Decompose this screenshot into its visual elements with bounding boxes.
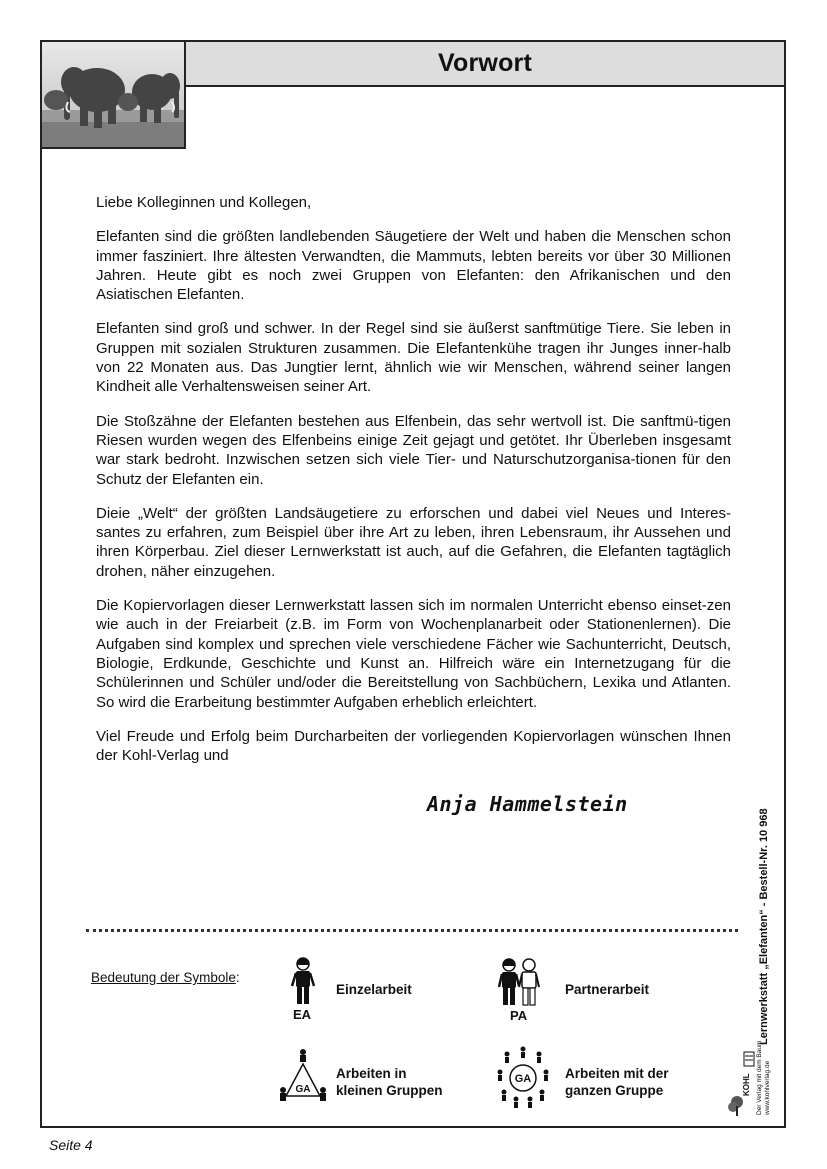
letter-paragraph: Elefanten sind groß und schwer. In der Regel sind sie äußerst sanftmütige Tiere. Sie leben in Gruppen mit sozialen Strukturen zusammen. Die Elefantenkühe tragen ihr Junges inner-halb von 22 Monaten aus. Das Jungtier lernt, ähnlich wie wir Menschen, während seiner langen Kindheit alle Verhaltensweisen seiner Art. [96, 320, 731, 396]
letter-paragraph: Dieie „Welt“ der größten Landsäugetiere zu erforschen und dabei viel Neues und Interes-santes zu erfahren, zum Beispiel über ihre Art zu leben, ihren Lebensraum, ihr Aussehen und ihren Körperbau. Ziel dieser Lernwerkstatt ist auch, auf die Gefahren, die Elefanten tagtäglich drohen, näher einzugehen. [96, 504, 731, 580]
legend-title: Bedeutung der Symbole: [91, 970, 240, 985]
letter-body [96, 193, 731, 780]
kohl-logo-text: KOHL [742, 1073, 751, 1096]
letter-greeting: Liebe Kolleginnen und Kollegen, [96, 194, 312, 211]
letter-paragraph: Die Stoßzähne der Elefanten bestehen aus Elfenbein, das sehr wertvoll ist. Die sanftmü-tigen Riesen wurden wegen des Elfenbeins einige Zeit gejagt und getötet. Ihr Überleben insgesamt war stark bedroht. Inzwischen setzen sich viele Tier- und Naturschutzorganisa-tionen für den Schutz der Elefanten ein. [96, 412, 731, 488]
kohl-logo [728, 1050, 756, 1123]
signature: Anja Hammelstein [427, 792, 628, 816]
small-group-code: GA [295, 1084, 311, 1095]
tree-logo-icon [728, 1050, 756, 1118]
product-order-number: Lernwerkstatt „Elefanten“ - Bestell-Nr. 10 968 [758, 808, 770, 1045]
elephant-photo [40, 40, 186, 149]
whole-group-label: Arbeiten mit der ganzen Gruppe [565, 1066, 669, 1098]
page-title: Vorwort [438, 49, 532, 77]
elephant-herd-photo-icon [42, 42, 186, 149]
single-person-icon [289, 955, 317, 1012]
title-bar [186, 40, 786, 87]
ea-code: EA [293, 1007, 312, 1022]
whole-group-code: GA [514, 1073, 532, 1085]
two-persons-icon [497, 956, 541, 1013]
einzelarbeit-label: Einzelarbeit [336, 982, 412, 997]
publisher-info: Der Verlag mit dem Baum www.kohlverlag.de [756, 1040, 771, 1115]
letter-paragraph: Elefanten sind die größten landlebenden Säugetiere der Welt und haben die Menschen schon immer fasziniert. Ihre ältesten Verwandten, die Mammuts, lebten bereits vor über 30 Millionen Jahren. Heute gibt es noch zwei Gruppen von Elefanten: den Afrikanischen und den Asiatischen Elefanten. [96, 228, 731, 304]
small-group-triangle-icon [278, 1048, 328, 1111]
whole-group-circle-icon [496, 1046, 550, 1113]
dotted-divider [86, 929, 738, 932]
page-number: Seite 4 [49, 1137, 93, 1153]
small-group-label: Arbeiten in kleinen Gruppen [336, 1066, 443, 1098]
letter-paragraph: Die Kopiervorlagen dieser Lernwerkstatt lassen sich im normalen Unterricht ebenso einset-zen wie auch in der Freiarbeit (z.B. im Form von Wochenplanarbeit oder Stationenlernen). Die Aufgaben sind komplex und sprechen viele verschiedene Fächer wie Sachunterricht, Deutsch, Biologie, Erdkunde, Geschichte und Kunst an. Hilfreich wäre ein Internetzugang für die Schülerinnen und Schüler und/oder die Bereitstellung von Sachbüchern, Lexika und Atlanten. So wird die Erarbeitung bestimmter Aufgaben erheblich erleichtert. [96, 597, 731, 711]
partnerarbeit-label: Partnerarbeit [565, 982, 650, 997]
pa-code: PA [510, 1008, 528, 1023]
letter-paragraph: Viel Freude und Erfolg beim Durcharbeiten der vorliegenden Kopiervorlagen wünschen Ihnen der Kohl-Verlag und [96, 727, 731, 765]
